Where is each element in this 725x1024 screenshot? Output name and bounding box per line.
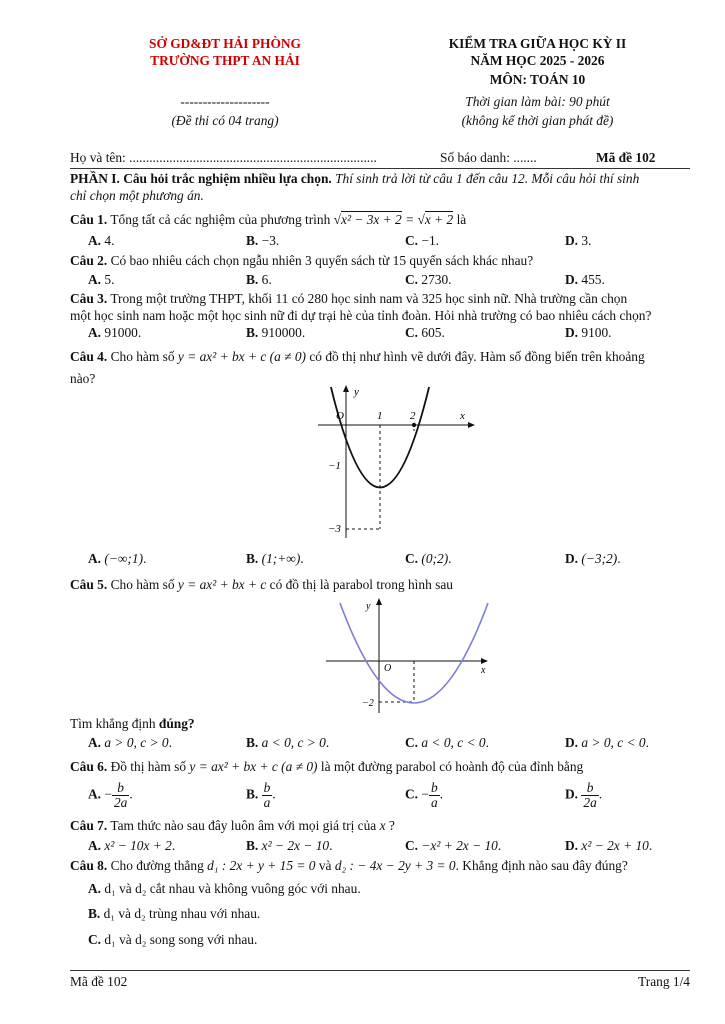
q8-label: Câu 8. [70,858,108,873]
question-3 [70,291,690,308]
department-name: SỞ GD&ĐT HẢI PHÒNG [149,36,301,51]
q3-text: Trong một trường THPT, khối 11 có 280 học sinh nam và 325 học sinh nữ. Nhà trường cần chọn [107,291,628,306]
q1-option-d[interactable]: D. 3. [565,233,592,248]
q1-c-text: −1 [421,233,436,248]
exam-title: KIỂM TRA GIỮA HỌC KỲ II [448,36,627,51]
q4-tick-minus3: −3 [328,523,341,535]
q8-option-a[interactable]: A. d₁ và d₂ cắt nhau và không vuông góc với nhau. [88,881,361,896]
q6-b-fraction: $\frac{b}{a}$ [263,780,271,811]
school-year: NĂM HỌC 2025 - 2026 [470,53,605,68]
q4-formula: y = ax² + bx + c (a ≠ 0) [177,349,306,364]
q8-d2: d₂ : − 4x − 2y + 3 = 0 [334,858,456,873]
q4-text-2: nào? [70,371,96,386]
q5-x-label: x [481,665,486,676]
q1-d-text: 3 [581,233,589,248]
q8-b-text: d₁ và d₂ trùng nhau với nhau. [103,906,261,921]
q7-option-c[interactable]: C. −x² + 2x − 10. [405,838,502,853]
question-2 [70,253,690,270]
q8-tail: . Khẳng định nào sau đây đúng? [455,858,628,873]
q2-option-b[interactable]: B. 6. [246,272,272,287]
part1-instruction: Thí sinh trả lời từ câu 1 đến câu 12. Mỗi câu hỏi thí sinh [331,171,640,186]
q7-option-d[interactable]: D. x² − 2x + 10. [565,838,653,853]
q5-y-label: y [366,601,371,612]
q6-text-b: là một đường parabol có hoành độ của đỉnh bằng [317,759,584,774]
q5-a-text: a > 0, c > 0 [104,735,169,750]
q4-label: Câu 4. [70,349,108,364]
q5-prompt-bold: đúng? [158,716,195,731]
footer-page-number: Trang 1/4 [638,974,690,989]
q5-option-a[interactable]: A. a > 0, c > 0. [88,735,172,750]
q4-tick-1: 1 [377,410,383,422]
q8-d1: d₁ : 2x + y + 15 = 0 [207,858,316,873]
q1-lhs: x² − 3x + 2 [341,212,402,227]
q7-option-a[interactable]: A. x² − 10x + 2. [88,838,176,853]
q5-parabola-graph [322,595,492,715]
q3-a-text: 91000. [104,325,142,340]
q5-prompt-text: Tìm khẳng định [70,716,159,731]
part1-instruction-2: chỉ chọn một phương án. [70,188,204,203]
q1-a-text: 4 [104,233,112,248]
q4-text: Cho hàm số [107,349,178,364]
q5-option-d[interactable]: D. a > 0, c < 0. [565,735,649,750]
q3-option-c[interactable]: C. 605. [405,325,445,340]
q7-text: Tam thức nào sau đây luôn âm với mọi giá trị của [107,818,380,833]
q4-tick-2: 2 [410,410,416,422]
q7-tail: ? [385,818,395,833]
question-8 [70,858,690,875]
part1-title: PHẦN I. Câu hỏi trắc nghiệm nhiều lựa chọn. [70,171,332,186]
question-4 [70,349,690,366]
q4-text-b: có đồ thị như hình vẽ dưới đây. Hàm số đồng biến trên khoảng [305,349,645,364]
question-1 [70,212,690,229]
header-dashes: -------------------- [180,94,270,109]
footer-rule [70,970,690,971]
q7-option-b[interactable]: B. x² − 2x − 10. [246,838,333,853]
q3-c-text: 605. [421,325,445,340]
q2-b-text: 6. [261,272,272,287]
q3-d-text: 9100. [581,325,612,340]
q1-tail: là [453,212,467,227]
q4-x-arrow [468,422,475,428]
pages-note: (Đề thi có 04 trang) [171,113,279,128]
q6-a-fraction: $\frac{b}{2a}$ [113,780,128,811]
q6-option-a[interactable]: A. − $\frac{b}{2a}$ . [88,780,133,811]
q5-x-arrow [481,658,488,664]
q4-option-b[interactable]: B. (1;+∞). [246,551,304,566]
q8-a-text: d₁ và d₂ cắt nhau và không vuông góc với nhau. [104,881,361,896]
q8-option-b[interactable]: B. d₁ và d₂ trùng nhau với nhau. [88,906,261,921]
q5-label: Câu 5. [70,577,108,592]
q5-y-arrow [376,598,382,605]
q6-label: Câu 6. [70,759,108,774]
footer-exam-code: Mã đề 102 [70,974,128,989]
school-name: TRƯỜNG THPT AN HẢI [150,53,300,68]
q2-d-text: 455. [581,272,605,287]
q2-text: Có bao nhiêu cách chọn ngẫu nhiên 3 quyển sách từ 15 quyển sách khác nhau? [107,253,534,268]
q3-label: Câu 3. [70,291,108,306]
q3-option-d[interactable]: D. 9100. [565,325,612,340]
q4-parabola-graph [310,383,480,538]
q4-origin-label: O [336,410,344,422]
student-name-field: Họ và tên: .......................................................................... [70,150,377,165]
q5-prompt [70,716,690,733]
q5-option-b[interactable]: B. a < 0, c > 0. [246,735,330,750]
q7-b-text: x² − 2x − 10 [261,838,330,853]
q6-c-fraction: $\frac{b}{a}$ [430,780,438,811]
question-5 [70,577,690,594]
q7-c-text: −x² + 2x − 10 [421,838,498,853]
question-7 [70,818,690,835]
q4-option-c[interactable]: C. (0;2). [405,551,452,566]
q1-b-text: −3 [261,233,276,248]
q1-rhs: x + 2 [424,212,454,227]
q2-option-d[interactable]: D. 455. [565,272,605,287]
q6-option-b[interactable]: B. $\frac{b}{a}$ . [246,780,276,811]
part1-heading [70,171,690,188]
q4-point-2 [412,423,416,427]
q7-label: Câu 7. [70,818,108,833]
q4-b-text: (1;+∞) [261,551,301,566]
q8-and: và [315,858,335,873]
q5-formula: y = ax² + bx + c [177,577,267,592]
student-id-field: Số báo danh: ....... [440,150,537,165]
q4-d-text: (−3;2) [581,551,618,566]
q6-option-d[interactable]: D. $\frac{b}{2a}$ . [565,780,603,811]
q3-b-text: 910000. [261,325,306,340]
question-6 [70,759,690,776]
q3-option-b[interactable]: B. 910000. [246,325,306,340]
q8-text: Cho đường thẳng [107,858,208,873]
q4-option-a[interactable]: A. (−∞;1). [88,551,147,566]
q2-c-text: 2730. [421,272,452,287]
q4-c-text: (0;2) [421,551,449,566]
q4-y-arrow [343,385,349,392]
q1-label: Câu 1. [70,212,108,227]
q2-option-a[interactable]: A. 5. [88,272,115,287]
q7-d-text: x² − 2x + 10 [581,838,649,853]
q2-option-c[interactable]: C. 2730. [405,272,452,287]
q4-y-label: y [354,386,359,398]
q6-option-c[interactable]: C. − $\frac{b}{a}$ . [405,780,443,811]
q8-option-c[interactable]: C. d₁ và d₂ song song với nhau. [88,932,258,947]
q5-tick-minus2: −2 [362,698,374,709]
q2-a-text: 5. [104,272,115,287]
exam-code: Mã đề 102 [596,150,656,165]
q2-label: Câu 2. [70,253,108,268]
q5-b-text: a < 0, c > 0 [261,735,326,750]
q5-origin-label: O [384,663,392,674]
time-note: (không kể thời gian phát đề) [461,113,614,128]
q1-option-a[interactable]: A. 4. [88,233,115,248]
q5-option-c[interactable]: C. a < 0, c < 0. [405,735,489,750]
q3-option-a[interactable]: A. 91000. [88,325,142,340]
q5-text-b: có đồ thị là parabol trong hình sau [266,577,453,592]
q1-option-b[interactable]: B. −3. [246,233,280,248]
q6-text: Đồ thị hàm số [107,759,190,774]
q7-var: x [379,818,386,833]
q3-text-2: một học sinh nam hoặc một học sinh nữ đi dự trại hè của tỉnh đoàn. Hỏi nhà trường có bao nhiêu cách chọn? [70,308,652,323]
q5-text: Cho hàm số [107,577,178,592]
q4-tick-minus1: −1 [328,460,341,472]
q8-c-text: d₁ và d₂ song song với nhau. [104,932,258,947]
q1-option-c[interactable]: C. −1. [405,233,439,248]
q7-a-text: x² − 10x + 2 [104,838,172,853]
q5-c-text: a < 0, c < 0 [421,735,486,750]
q4-x-label: x [460,410,465,422]
q6-formula: y = ax² + bx + c (a ≠ 0) [189,759,318,774]
q1-equation: √x² − 3x + 2 = √x + 2 [333,212,454,227]
q5-d-text: a > 0, c < 0 [581,735,646,750]
exam-time: Thời gian làm bài: 90 phút [465,94,610,109]
q6-d-fraction: $\frac{b}{2a}$ [583,780,597,811]
subject: MÔN: TOÁN 10 [489,72,586,87]
q4-a-text: (−∞;1) [104,551,144,566]
info-rule [70,168,690,169]
q4-option-d[interactable]: D. (−3;2). [565,551,621,566]
q1-text: Tổng tất cả các nghiệm của phương trình [107,212,334,227]
